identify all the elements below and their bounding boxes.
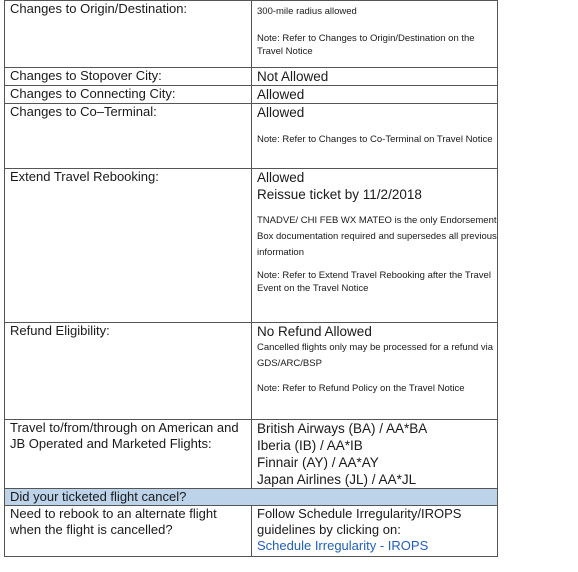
carriers-label: Travel to/from/through on American and JB Operated and Marketed Flights: <box>5 420 252 489</box>
refund-value: No Refund Allowed <box>257 324 372 339</box>
carrier-item: Finnair (AY) / AA*AY <box>257 455 379 470</box>
row-carriers <box>5 420 498 489</box>
co-terminal-note: Note: Refer to Changes to Co-Terminal on Travel Notice <box>257 134 493 145</box>
rebook-instruction: Follow Schedule Irregularity/IROPS guidelines by clicking on: <box>257 506 462 537</box>
refund-note: Note: Refer to Refund Policy on the Travel Notice <box>257 383 465 394</box>
refund-label: Refund Eligibility: <box>5 323 252 420</box>
reissue-text: Reissue ticket by 11/2/2018 <box>257 187 422 202</box>
co-terminal-value: Allowed <box>257 105 305 120</box>
origin-destination-note: Note: Refer to Changes to Origin/Destination on the Travel Notice <box>257 33 475 57</box>
extend-note: Note: Refer to Extend Travel Rebooking after the Travel Event on the Travel Notice <box>257 270 491 294</box>
row-rebook <box>5 506 498 557</box>
endorsement-text: TNADVE/ CHI FEB WX MATEO is the only Endorsement Box documentation required and supersedes all previous information <box>257 215 497 258</box>
refund-detail: Cancelled flights only may be processed for a refund via GDS/ARC/BSP <box>257 342 494 369</box>
extend-travel-label: Extend Travel Rebooking: <box>5 169 252 323</box>
co-terminal-label: Changes to Co–Terminal: <box>5 104 252 169</box>
carrier-item: British Airways (BA) / AA*BA <box>257 421 428 436</box>
row-origin-destination <box>5 1 498 68</box>
radius-text: 300-mile radius allowed <box>257 6 357 17</box>
row-extend-travel <box>5 169 498 323</box>
row-co-terminal <box>5 104 498 169</box>
section-header-row <box>5 489 498 506</box>
carrier-item: Japan Airlines (JL) / AA*JL <box>257 472 417 487</box>
extend-value: Allowed <box>257 170 305 185</box>
origin-destination-label: Changes to Origin/Destination: <box>5 1 252 68</box>
row-refund <box>5 323 498 420</box>
row-connecting <box>5 86 498 104</box>
stopover-label: Changes to Stopover City: <box>5 68 252 86</box>
section-title: Did your ticketed flight cancel? <box>5 489 498 506</box>
origin-destination-value <box>252 1 498 68</box>
connecting-label: Changes to Connecting City: <box>5 86 252 104</box>
stopover-value: Not Allowed <box>257 69 329 84</box>
schedule-irregularity-link[interactable]: Schedule Irregularity - IROPS <box>257 538 429 553</box>
travel-policy-table <box>4 0 498 557</box>
rebook-label: Need to rebook to an alternate flight when the flight is cancelled? <box>5 506 252 557</box>
carrier-item: Iberia (IB) / AA*IB <box>257 438 363 453</box>
row-stopover <box>5 68 498 86</box>
connecting-value: Allowed <box>257 87 305 102</box>
